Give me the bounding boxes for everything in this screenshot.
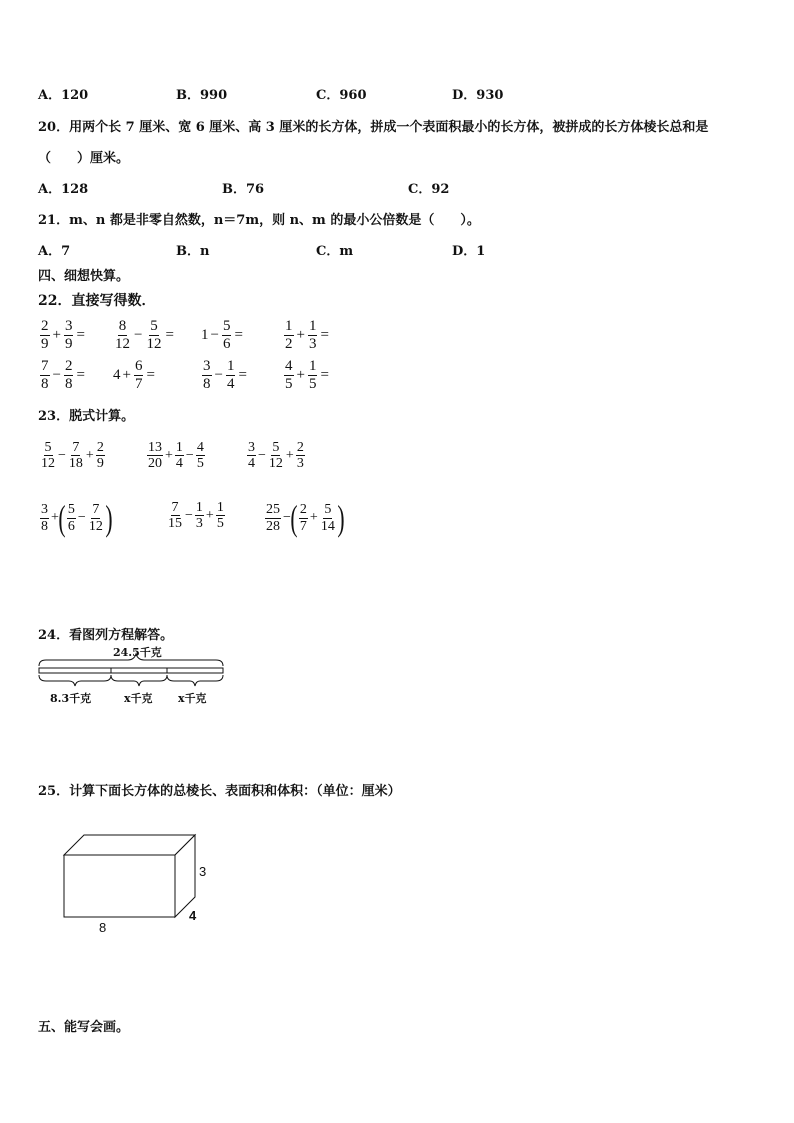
- q22-item-4: $\frac{1}{2}$ + $\frac{1}{3}$ =: [285, 318, 329, 352]
- q24-seg1-label: 8.3千克: [50, 692, 92, 705]
- q23-expression-4: $\frac{3}{8}$ + ( $\frac{5}{6}$ − $\frac{7}{12}$ ): [41, 498, 113, 538]
- q19-option-a: A．120: [38, 88, 89, 103]
- section-5-heading: 五、能写会画。: [38, 1020, 130, 1035]
- q22-item-7: $\frac{3}{8}$ − $\frac{1}{4}$ =: [203, 358, 247, 392]
- q22-item-5: $\frac{7}{8}$ − $\frac{2}{8}$ =: [41, 358, 85, 392]
- height-label: 3: [199, 864, 207, 879]
- q19-option-d: D．930: [452, 88, 504, 103]
- q22-title: 22．直接写得数．: [38, 293, 156, 309]
- q24-total-label: 24.5千克: [113, 646, 162, 659]
- cuboid-top-face: [64, 835, 195, 855]
- q23-expression-2: $\frac{13}{20}$ + $\frac{1}{4}$ − $\frac{4}{5}$: [148, 440, 204, 472]
- q21-option-c: C．m: [316, 244, 354, 259]
- q25-cuboid-figure: [55, 828, 225, 938]
- q20-option-a: A．128: [38, 182, 89, 197]
- q23-expression-5: $\frac{7}{15}$ − $\frac{1}{3}$ + $\frac{1}{5}$: [168, 500, 224, 532]
- q23-title: 23．脱式计算。: [38, 409, 135, 424]
- q23-expression-1: $\frac{5}{12}$ − $\frac{7}{18}$ + $\frac{2}{9}$: [41, 440, 104, 472]
- q19-option-b: B．990: [176, 88, 228, 103]
- length-label: 8: [99, 920, 107, 935]
- seg3-brace: [167, 675, 223, 686]
- q20-text: 20．用两个长 7 厘米、宽 6 厘米、高 3 厘米的长方体，拼成一个表面积最小的长方体，被拼成的长方体棱长总和是: [38, 120, 709, 135]
- q24-title: 24．看图列方程解答。: [38, 628, 174, 643]
- q25-title: 25．计算下面长方体的总棱长、表面积和体积：（单位：厘米）: [38, 784, 401, 799]
- q24-line-diagram: [36, 648, 236, 708]
- bar: [39, 668, 223, 673]
- q23-expression-3: $\frac{3}{4}$ − $\frac{5}{12}$ + $\frac{2}{3}$: [248, 440, 304, 472]
- q20-option-b: B．76: [222, 182, 265, 197]
- q23-expression-6: $\frac{25}{28}$ − ( $\frac{2}{7}$ + $\frac{5}{14}$ ): [266, 498, 345, 538]
- cuboid-front-face: [64, 855, 175, 917]
- width-label: 4: [189, 908, 197, 923]
- q24-seg2-label: x千克: [124, 692, 153, 705]
- seg1-brace: [39, 675, 111, 686]
- q21-option-d: D．1: [452, 244, 486, 259]
- cuboid-svg: [55, 828, 225, 938]
- section-4-heading: 四、细想快算。: [38, 269, 130, 284]
- q22-item-8: $\frac{4}{5}$ + $\frac{1}{5}$ =: [285, 358, 329, 392]
- q19-option-c: C．960: [316, 88, 367, 103]
- q20-option-c: C．92: [408, 182, 450, 197]
- q21-option-b: B．n: [176, 244, 210, 259]
- q22-item-1: $\frac{2}{9}$ + $\frac{3}{9}$ =: [41, 318, 85, 352]
- q24-seg3-label: x千克: [178, 692, 207, 705]
- q21-option-a: A．7: [38, 244, 71, 259]
- q22-item-2: $\frac{8}{12}$ − $\frac{5}{12}$ =: [115, 318, 174, 352]
- q22-item-3: 1 − $\frac{5}{6}$ =: [201, 318, 243, 352]
- q20-text-cont: （ ）厘米。: [38, 151, 130, 166]
- q22-item-6: 4 + $\frac{6}{7}$ =: [113, 358, 155, 392]
- q21-text: 21．m、n 都是非零自然数，n＝7m，则 n、m 的最小公倍数是（ ）。: [38, 213, 480, 228]
- seg2-brace: [111, 675, 167, 686]
